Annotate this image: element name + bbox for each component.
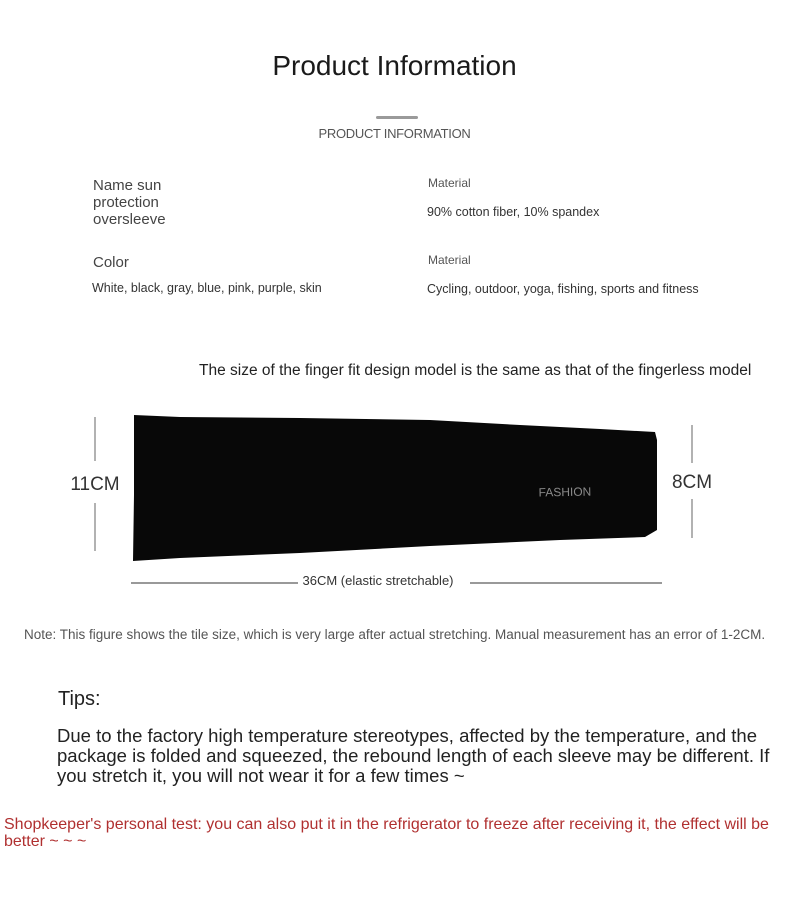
- right-width-label: 8CM: [671, 472, 713, 493]
- title-divider: [376, 116, 418, 119]
- usage-value: Cycling, outdoor, yoga, fishing, sports and fitness: [427, 282, 699, 296]
- material-label: Material: [428, 176, 471, 190]
- page-title: Product Information: [272, 50, 517, 81]
- sleeve-print-text: FASHION: [538, 484, 592, 500]
- material-value: 90% cotton fiber, 10% spandex: [427, 205, 600, 219]
- tips-body: Due to the factory high temperature stereotypes, affected by the temperature, and the package is folded and squeezed, the rebound length of each sleeve may be different. If you stretch it, you will not wear it for a few times ~: [57, 725, 770, 786]
- usage-label: Material: [428, 253, 471, 267]
- shopkeeper-test-note: Shopkeeper's personal test: you can also put it in the refrigerator to freeze after receiving it, the effect will be better ~ ~ ~: [4, 816, 769, 850]
- sleeve-size-diagram: [0, 405, 789, 595]
- tips-heading: Tips:: [58, 688, 101, 710]
- left-width-label: 11CM: [70, 474, 120, 495]
- length-label: 36CM (elastic stretchable): [302, 573, 454, 588]
- measurement-note: Note: This figure shows the tile size, which is very large after actual stretching. Manual measurement has an error of 1-2CM.: [24, 627, 766, 642]
- page-subtitle: PRODUCT INFORMATION: [318, 126, 471, 141]
- color-label: Color: [93, 254, 129, 271]
- name-label: Name sun protection oversleeve: [93, 177, 166, 228]
- fit-design-note: The size of the finger fit design model is the same as that of the fingerless model: [199, 362, 752, 379]
- color-value: White, black, gray, blue, pink, purple, skin: [92, 281, 322, 295]
